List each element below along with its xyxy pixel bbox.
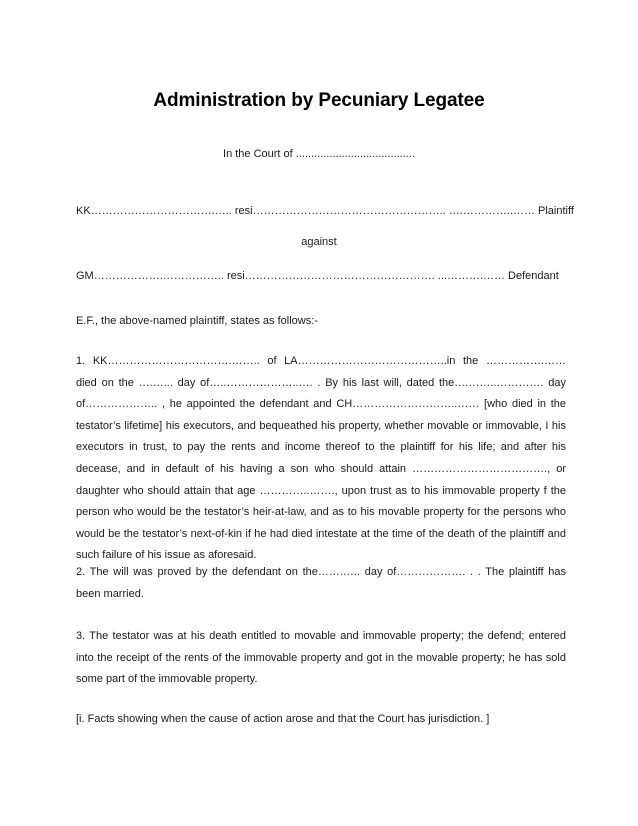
paragraph-1 [76,351,566,567]
paragraph-1-text: 1. KK…………………………….…….. of LA…………………………………..in the …………….…… died on the ….…... day of…..………………..…. . By his last will, dated the….……..…………. day of……………….. , he appointed the defendant and CH………………………..…… [who died in the testator’s lifetime] his executors, and bequeathed his property, whether movable or immovable, I his executors in trust, to pay the rents and income thereof to the plaintiff for his life; and after his decease, and in default of his having a son who should attain ………………………………., or daughter who should attain that age …………..……., upon trust as to his immovable property f the person who would be the testator’s heir-at-law, and as to his movable property for the persons who would be the testator’s next-of-kin if he had died intestate at the time of the death of the plaintiff and such failure of his issue as aforesaid. [76,355,566,562]
intro-statement: E.F., the above-named plaintiff, states as follows:- [76,315,318,327]
paragraph-3-text: 3. The testator was at his death entitled to movable and immovable property; the defend; entered into the receipt of the rents of the immovable property and got in the movable property; he has sold some part of the immovable property. [76,630,566,686]
against-label: against [301,236,337,248]
plaintiff-line: KK…………………………….….. resi…………………………………………….. ….…………..…… Plaintiff [76,205,574,217]
document-title: Administration by Pecuniary Legatee [153,90,485,111]
paragraph-3 [76,626,566,691]
paragraph-2-text: 2. The will was proved by the defendant on the…….….. day of………………. . . The plaintiff has been married. [76,566,566,600]
jurisdiction-note: [i. Facts showing when the cause of action arose and that the Court has jurisdiction. ] [76,713,490,725]
paragraph-2 [76,562,566,605]
defendant-line: GM……………….…………….. resi……………………………………………. ...……….…… Defendant [76,270,559,282]
court-line: In the Court of ....................................... [223,148,415,160]
